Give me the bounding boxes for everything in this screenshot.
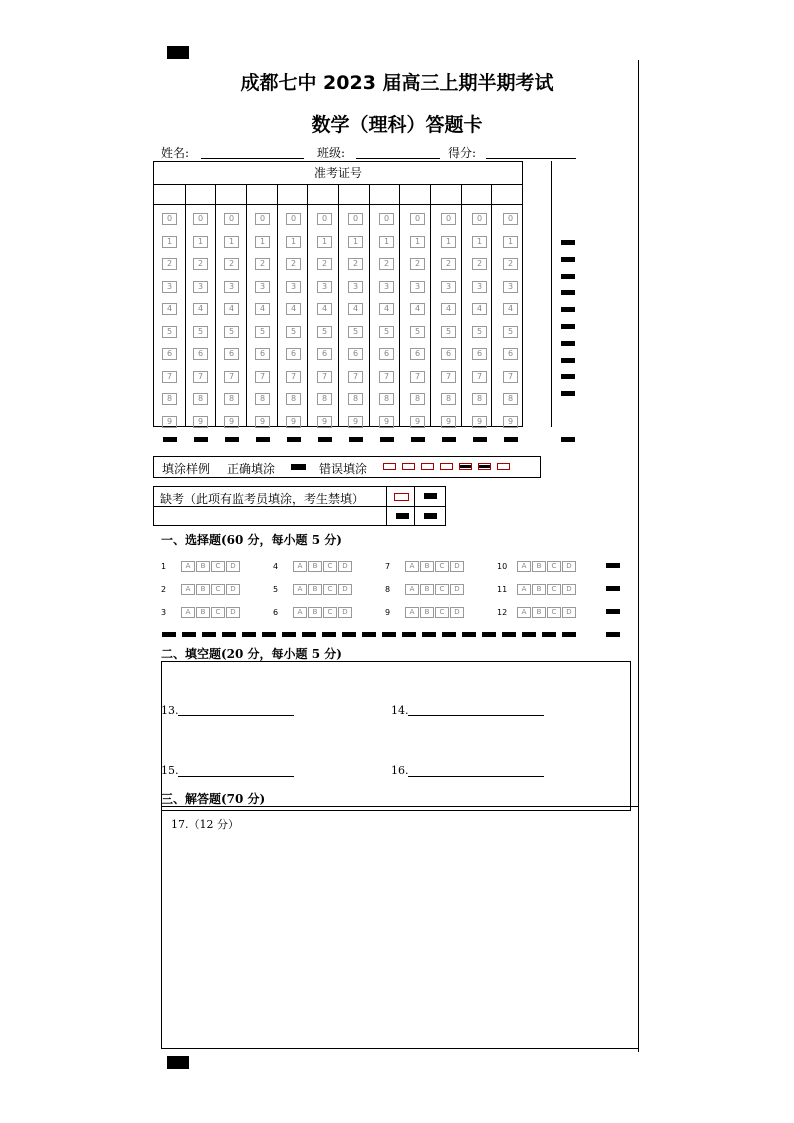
- exam-id-bubble[interactable]: 0: [348, 213, 363, 225]
- fill-sample-box: [153, 456, 541, 478]
- exam-id-column-divider: [369, 184, 370, 426]
- exam-id-bubble[interactable]: 6: [441, 348, 456, 360]
- exam-id-bubble[interactable]: 1: [379, 236, 394, 248]
- exam-id-bubble[interactable]: 0: [503, 213, 518, 225]
- exam-id-column-divider: [185, 184, 186, 426]
- option-bubble[interactable]: A: [405, 607, 419, 618]
- exam-id-bubble[interactable]: 3: [503, 281, 518, 293]
- timing-mark: [380, 437, 394, 442]
- exam-id-bubble[interactable]: 9: [472, 416, 487, 428]
- exam-id-bubble[interactable]: 3: [348, 281, 363, 293]
- option-bubble[interactable]: B: [308, 561, 322, 572]
- exam-id-bubble[interactable]: 5: [410, 326, 425, 338]
- exam-id-column-divider: [307, 184, 308, 426]
- exam-id-bubble[interactable]: 9: [348, 416, 363, 428]
- option-bubble[interactable]: B: [532, 607, 546, 618]
- exam-id-bubble[interactable]: 9: [193, 416, 208, 428]
- exam-id-bubble[interactable]: 5: [379, 326, 394, 338]
- timing-mark: [162, 632, 176, 637]
- option-bubble[interactable]: A: [517, 607, 531, 618]
- exam-id-bubble[interactable]: 8: [379, 393, 394, 405]
- exam-id-bubble[interactable]: 2: [503, 258, 518, 270]
- timing-mark: [561, 240, 575, 245]
- question-number: 1: [161, 562, 167, 571]
- option-bubble[interactable]: C: [211, 584, 225, 595]
- exam-id-bubble[interactable]: 5: [317, 326, 332, 338]
- class-field[interactable]: [356, 158, 440, 159]
- absent-bubble[interactable]: [394, 493, 409, 501]
- exam-id-bubble[interactable]: 9: [255, 416, 270, 428]
- timing-mark: [287, 437, 301, 442]
- exam-id-bubble[interactable]: 8: [224, 393, 239, 405]
- exam-id-bubble[interactable]: 8: [348, 393, 363, 405]
- timing-mark: [349, 437, 363, 442]
- exam-id-bubble[interactable]: 5: [224, 326, 239, 338]
- exam-id-bubble[interactable]: 3: [162, 281, 177, 293]
- timing-mark: [561, 391, 575, 396]
- exam-id-header: 准考证号: [154, 162, 522, 185]
- timing-mark: [561, 374, 575, 379]
- correct-fill-label: 正确填涂: [227, 462, 276, 476]
- option-bubble[interactable]: A: [405, 584, 419, 595]
- page-title: 成都七中 2023 届高三上期半期考试: [240, 72, 554, 94]
- exam-id-bubble[interactable]: 4: [255, 303, 270, 315]
- exam-id-bubble[interactable]: 4: [193, 303, 208, 315]
- option-bubble[interactable]: D: [450, 607, 464, 618]
- exam-id-bubble[interactable]: 5: [503, 326, 518, 338]
- wrong-fill-label: 错误填涂: [319, 462, 368, 476]
- wrong-fill-mark: [440, 463, 453, 470]
- name-label: 姓名:: [161, 146, 190, 160]
- timing-mark: [282, 632, 296, 637]
- exam-id-bubble[interactable]: 9: [286, 416, 301, 428]
- timing-mark: [411, 437, 425, 442]
- timing-mark: [382, 632, 396, 637]
- exam-id-bubble[interactable]: 0: [286, 213, 301, 225]
- exam-id-bubble[interactable]: 7: [162, 371, 177, 383]
- timing-mark: [502, 632, 516, 637]
- timing-mark: [256, 437, 270, 442]
- absent-row-divider: [154, 506, 445, 507]
- option-bubble[interactable]: D: [226, 584, 240, 595]
- exam-id-bubble[interactable]: 0: [224, 213, 239, 225]
- exam-id-bubble[interactable]: 4: [162, 303, 177, 315]
- option-bubble[interactable]: D: [450, 561, 464, 572]
- exam-id-bubble[interactable]: 9: [379, 416, 394, 428]
- question-number: 5: [273, 585, 279, 594]
- question-17-label: 17.（12 分）: [171, 818, 239, 831]
- option-bubble[interactable]: C: [435, 584, 449, 595]
- timing-mark: [202, 632, 216, 637]
- exam-id-bubble[interactable]: 1: [224, 236, 239, 248]
- option-bubble[interactable]: A: [405, 561, 419, 572]
- exam-id-bubble[interactable]: 2: [224, 258, 239, 270]
- exam-id-bubble[interactable]: 8: [193, 393, 208, 405]
- blank-16-label: 16.: [391, 764, 409, 777]
- timing-mark: [561, 290, 575, 295]
- option-bubble[interactable]: B: [308, 584, 322, 595]
- exam-id-column-divider: [215, 184, 216, 426]
- exam-id-bubble[interactable]: 6: [286, 348, 301, 360]
- score-field[interactable]: [486, 158, 576, 159]
- exam-id-bubble[interactable]: 8: [286, 393, 301, 405]
- exam-id-bubble[interactable]: 4: [286, 303, 301, 315]
- timing-mark: [561, 437, 575, 442]
- exam-id-bubble[interactable]: 4: [317, 303, 332, 315]
- exam-id-bubble[interactable]: 3: [472, 281, 487, 293]
- exam-id-bubble[interactable]: 8: [441, 393, 456, 405]
- option-bubble[interactable]: B: [532, 561, 546, 572]
- absent-label: 缺考（此项有监考员填涂，考生禁填）: [160, 492, 365, 506]
- exam-id-bubble[interactable]: 0: [410, 213, 425, 225]
- exam-id-bubble[interactable]: 0: [379, 213, 394, 225]
- timing-mark: [222, 632, 236, 637]
- absent-mark-2: [396, 513, 409, 519]
- timing-mark: [242, 632, 256, 637]
- timing-mark: [442, 437, 456, 442]
- option-bubble[interactable]: C: [435, 561, 449, 572]
- timing-mark: [318, 437, 332, 442]
- exam-id-bubble[interactable]: 0: [441, 213, 456, 225]
- question-number: 2: [161, 585, 167, 594]
- exam-id-column-divider: [277, 184, 278, 426]
- exam-id-bubble[interactable]: 2: [162, 258, 177, 270]
- timing-mark: [606, 586, 620, 591]
- exam-id-bubble[interactable]: 3: [317, 281, 332, 293]
- exam-id-bubble[interactable]: 7: [503, 371, 518, 383]
- option-bubble[interactable]: D: [338, 561, 352, 572]
- option-bubble[interactable]: A: [181, 561, 195, 572]
- timing-mark: [322, 632, 336, 637]
- exam-id-bubble[interactable]: 9: [503, 416, 518, 428]
- timing-mark: [522, 632, 536, 637]
- exam-id-bubble[interactable]: 0: [317, 213, 332, 225]
- exam-id-bubble[interactable]: 5: [193, 326, 208, 338]
- option-bubble[interactable]: A: [181, 584, 195, 595]
- timing-mark: [561, 341, 575, 346]
- question-number: 8: [385, 585, 391, 594]
- option-bubble[interactable]: C: [435, 607, 449, 618]
- option-bubble[interactable]: B: [308, 607, 322, 618]
- exam-id-bubble[interactable]: 7: [410, 371, 425, 383]
- section1-title: 一、选择题(60 分，每小题 5 分): [161, 533, 342, 547]
- exam-id-column-divider: [338, 184, 339, 426]
- absent-mark-3: [424, 513, 437, 519]
- timing-mark: [606, 563, 620, 568]
- timing-mark: [262, 632, 276, 637]
- exam-id-bubble[interactable]: 6: [472, 348, 487, 360]
- timing-mark: [302, 632, 316, 637]
- corner-mark-bottom: [167, 1056, 189, 1069]
- option-bubble[interactable]: C: [323, 561, 337, 572]
- timing-mark: [606, 632, 620, 637]
- exam-id-bubble[interactable]: 9: [410, 416, 425, 428]
- exam-id-bubble[interactable]: 7: [286, 371, 301, 383]
- exam-id-column-divider: [246, 184, 247, 426]
- option-bubble[interactable]: B: [420, 561, 434, 572]
- absent-mark-1: [424, 493, 437, 499]
- exam-id-bubble[interactable]: 9: [441, 416, 456, 428]
- exam-id-bubble[interactable]: 0: [162, 213, 177, 225]
- blank-13-line[interactable]: [178, 715, 294, 716]
- timing-mark: [225, 437, 239, 442]
- exam-id-bubble[interactable]: 6: [162, 348, 177, 360]
- option-bubble[interactable]: C: [323, 607, 337, 618]
- option-bubble[interactable]: A: [293, 584, 307, 595]
- timing-mark: [462, 632, 476, 637]
- option-bubble[interactable]: C: [547, 561, 561, 572]
- exam-id-bubble[interactable]: 6: [348, 348, 363, 360]
- question-number: 10: [497, 562, 508, 571]
- exam-id-bubble[interactable]: 1: [503, 236, 518, 248]
- blank-15-label: 15.: [161, 764, 179, 777]
- blank-14-line[interactable]: [408, 715, 544, 716]
- option-bubble[interactable]: A: [293, 607, 307, 618]
- exam-id-column-divider: [430, 184, 431, 426]
- exam-id-bubble[interactable]: 3: [286, 281, 301, 293]
- option-bubble[interactable]: D: [338, 607, 352, 618]
- exam-id-bubble[interactable]: 4: [348, 303, 363, 315]
- timing-mark: [561, 274, 575, 279]
- corner-mark-top: [167, 46, 189, 59]
- exam-id-bubble[interactable]: 8: [255, 393, 270, 405]
- timing-mark: [422, 632, 436, 637]
- exam-id-bubble[interactable]: 5: [162, 326, 177, 338]
- exam-id-bubble[interactable]: 1: [162, 236, 177, 248]
- question-number: 11: [497, 585, 508, 594]
- option-bubble[interactable]: A: [293, 561, 307, 572]
- timing-mark: [342, 632, 356, 637]
- timing-mark: [442, 632, 456, 637]
- wrong-fill-mark: [421, 463, 434, 470]
- name-field[interactable]: [201, 158, 304, 159]
- blank-15-line[interactable]: [178, 776, 294, 777]
- exam-id-bubble[interactable]: 5: [441, 326, 456, 338]
- exam-id-bubble[interactable]: 2: [379, 258, 394, 270]
- answer-box-17[interactable]: [161, 806, 639, 1049]
- correct-fill-mark: [291, 464, 306, 470]
- exam-id-bubble[interactable]: 7: [317, 371, 332, 383]
- option-bubble[interactable]: D: [562, 584, 576, 595]
- exam-id-bubble[interactable]: 4: [503, 303, 518, 315]
- timing-mark: [473, 437, 487, 442]
- timing-mark: [182, 632, 196, 637]
- exam-id-bubble[interactable]: 3: [379, 281, 394, 293]
- option-bubble[interactable]: D: [562, 607, 576, 618]
- exam-id-column-divider: [461, 184, 462, 426]
- exam-id-bubble[interactable]: 1: [410, 236, 425, 248]
- exam-id-bubble[interactable]: 4: [472, 303, 487, 315]
- wrong-fill-mark: [478, 463, 491, 470]
- option-bubble[interactable]: C: [547, 607, 561, 618]
- exam-id-bubble[interactable]: 7: [348, 371, 363, 383]
- timing-mark: [542, 632, 556, 637]
- exam-id-bubble[interactable]: 3: [441, 281, 456, 293]
- exam-id-bubble[interactable]: 3: [410, 281, 425, 293]
- exam-id-bubble[interactable]: 8: [410, 393, 425, 405]
- timing-mark: [561, 324, 575, 329]
- class-label: 班级:: [317, 146, 346, 160]
- score-label: 得分:: [448, 146, 477, 160]
- page-subtitle: 数学（理科）答题卡: [311, 114, 483, 136]
- exam-id-bubble[interactable]: 6: [224, 348, 239, 360]
- exam-id-bubble[interactable]: 1: [193, 236, 208, 248]
- exam-id-bubble[interactable]: 4: [410, 303, 425, 315]
- exam-id-bubble[interactable]: 0: [472, 213, 487, 225]
- option-bubble[interactable]: C: [211, 607, 225, 618]
- exam-id-bubble[interactable]: 2: [317, 258, 332, 270]
- exam-id-bubble[interactable]: 2: [286, 258, 301, 270]
- question-number: 7: [385, 562, 391, 571]
- option-bubble[interactable]: B: [196, 584, 210, 595]
- exam-id-column-divider: [399, 184, 400, 426]
- exam-id-bubble[interactable]: 5: [348, 326, 363, 338]
- option-bubble[interactable]: A: [181, 607, 195, 618]
- exam-id-bubble[interactable]: 9: [224, 416, 239, 428]
- exam-id-bubble[interactable]: 2: [472, 258, 487, 270]
- exam-id-bubble[interactable]: 6: [255, 348, 270, 360]
- option-bubble[interactable]: C: [547, 584, 561, 595]
- wrong-fill-mark: [497, 463, 510, 470]
- option-bubble[interactable]: C: [323, 584, 337, 595]
- exam-id-box: [153, 161, 523, 427]
- exam-id-bubble[interactable]: 3: [224, 281, 239, 293]
- exam-side-line-1: [551, 161, 552, 206]
- timing-mark: [194, 437, 208, 442]
- exam-id-bubble[interactable]: 7: [224, 371, 239, 383]
- exam-id-bubble[interactable]: 0: [255, 213, 270, 225]
- option-bubble[interactable]: A: [517, 561, 531, 572]
- timing-mark: [561, 307, 575, 312]
- exam-id-bubble[interactable]: 8: [503, 393, 518, 405]
- blank-14-label: 14.: [391, 704, 409, 717]
- option-bubble[interactable]: D: [226, 561, 240, 572]
- exam-id-bubble[interactable]: 6: [379, 348, 394, 360]
- exam-id-bubble[interactable]: 5: [472, 326, 487, 338]
- option-bubble[interactable]: B: [420, 607, 434, 618]
- wrong-fill-mark: [459, 463, 472, 470]
- exam-id-bubble[interactable]: 2: [193, 258, 208, 270]
- exam-id-bubble[interactable]: 9: [162, 416, 177, 428]
- exam-id-bubble[interactable]: 7: [379, 371, 394, 383]
- option-bubble[interactable]: B: [420, 584, 434, 595]
- timing-mark: [504, 437, 518, 442]
- fill-blank-box: [161, 661, 631, 811]
- exam-id-bubble[interactable]: 7: [441, 371, 456, 383]
- exam-id-bubble[interactable]: 0: [193, 213, 208, 225]
- timing-mark: [561, 257, 575, 262]
- option-bubble[interactable]: B: [196, 561, 210, 572]
- option-bubble[interactable]: B: [196, 607, 210, 618]
- exam-id-bubble[interactable]: 6: [503, 348, 518, 360]
- exam-id-bubble[interactable]: 3: [255, 281, 270, 293]
- question-number: 3: [161, 608, 167, 617]
- exam-id-bubble[interactable]: 4: [379, 303, 394, 315]
- exam-id-bubble[interactable]: 7: [255, 371, 270, 383]
- exam-id-bubble[interactable]: 3: [193, 281, 208, 293]
- exam-id-bubble[interactable]: 2: [348, 258, 363, 270]
- exam-id-bubble[interactable]: 5: [255, 326, 270, 338]
- option-bubble[interactable]: D: [338, 584, 352, 595]
- exam-id-bubble[interactable]: 7: [472, 371, 487, 383]
- option-bubble[interactable]: D: [562, 561, 576, 572]
- timing-mark: [402, 632, 416, 637]
- question-number: 4: [273, 562, 279, 571]
- exam-id-bubble[interactable]: 4: [224, 303, 239, 315]
- option-bubble[interactable]: C: [211, 561, 225, 572]
- exam-id-bubble[interactable]: 1: [348, 236, 363, 248]
- fill-sample-label: 填涂样例: [162, 462, 211, 476]
- timing-mark: [606, 609, 620, 614]
- section2-title: 二、填空题(20 分，每小题 5 分): [161, 647, 342, 661]
- timing-mark: [163, 437, 177, 442]
- question-number: 6: [273, 608, 279, 617]
- wrong-fill-mark: [402, 463, 415, 470]
- exam-id-bubble[interactable]: 8: [317, 393, 332, 405]
- timing-mark: [562, 632, 576, 637]
- exam-id-bubble[interactable]: 2: [441, 258, 456, 270]
- blank-13-label: 13.: [161, 704, 179, 717]
- exam-id-bubble[interactable]: 1: [441, 236, 456, 248]
- question-number: 12: [497, 608, 508, 617]
- exam-id-bubble[interactable]: 1: [255, 236, 270, 248]
- timing-mark: [362, 632, 376, 637]
- exam-id-bubble[interactable]: 9: [317, 416, 332, 428]
- exam-id-bubble[interactable]: 1: [472, 236, 487, 248]
- exam-id-bubble[interactable]: 2: [255, 258, 270, 270]
- exam-id-bubble[interactable]: 6: [193, 348, 208, 360]
- option-bubble[interactable]: D: [450, 584, 464, 595]
- option-bubble[interactable]: D: [226, 607, 240, 618]
- exam-id-bubble[interactable]: 6: [410, 348, 425, 360]
- timing-mark: [482, 632, 496, 637]
- exam-id-bubble[interactable]: 8: [472, 393, 487, 405]
- exam-id-bubble[interactable]: 1: [317, 236, 332, 248]
- absent-box: [153, 486, 446, 526]
- exam-id-bubble[interactable]: 8: [162, 393, 177, 405]
- exam-id-column-divider: [491, 184, 492, 426]
- wrong-fill-mark: [383, 463, 396, 470]
- option-bubble[interactable]: A: [517, 584, 531, 595]
- exam-id-bubble[interactable]: 2: [410, 258, 425, 270]
- exam-id-bubble[interactable]: 5: [286, 326, 301, 338]
- exam-side-line-2: [551, 206, 552, 427]
- option-bubble[interactable]: B: [532, 584, 546, 595]
- question-number: 9: [385, 608, 391, 617]
- section3-title: 三、解答题(70 分): [161, 792, 266, 806]
- timing-mark: [561, 358, 575, 363]
- blank-16-line[interactable]: [408, 776, 544, 777]
- exam-id-bubble[interactable]: 7: [193, 371, 208, 383]
- exam-id-bubble[interactable]: 4: [441, 303, 456, 315]
- exam-id-bubble[interactable]: 1: [286, 236, 301, 248]
- exam-id-bubble[interactable]: 6: [317, 348, 332, 360]
